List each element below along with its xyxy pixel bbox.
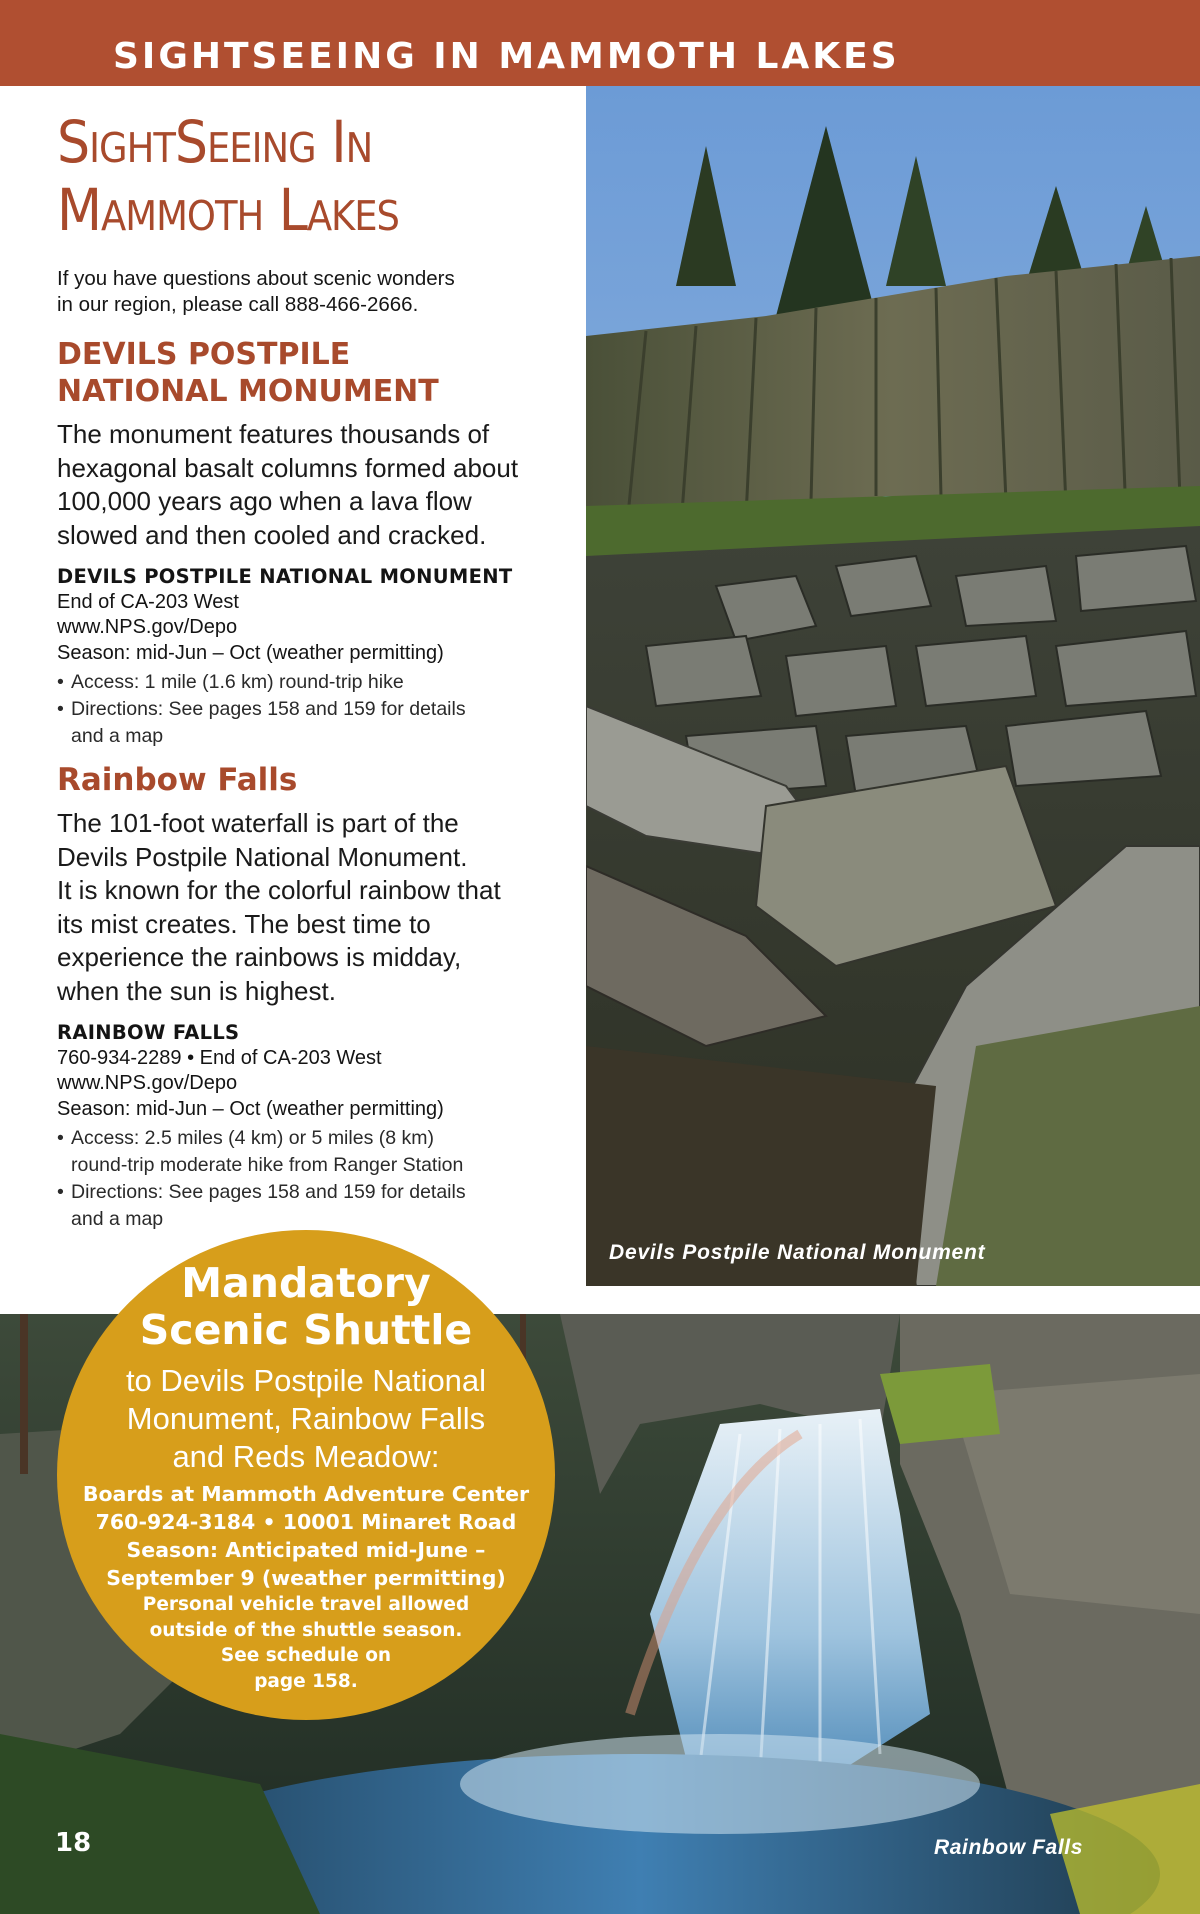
postpile-photo-caption: Devils Postpile National Monument bbox=[609, 1241, 986, 1264]
left-column bbox=[57, 108, 557, 1233]
body-line: It is known for the colorful rainbow that bbox=[57, 875, 501, 905]
info-name: RAINBOW FALLS bbox=[57, 1021, 240, 1044]
info-phone-location: 760-934-2289 • End of CA-203 West bbox=[57, 1046, 382, 1069]
falls-photo-caption: Rainbow Falls bbox=[934, 1836, 1083, 1859]
bullet-access bbox=[57, 669, 557, 696]
bullet-line: • Directions: See pages 158 and 159 for details bbox=[71, 1181, 466, 1203]
rainbow-falls-heading bbox=[57, 762, 557, 799]
shuttle-note bbox=[57, 1592, 555, 1694]
rainbow-falls-info bbox=[57, 1020, 557, 1122]
shuttle-details bbox=[57, 1480, 555, 1592]
body-line: when the sun is highest. bbox=[57, 975, 336, 1006]
rainbow-falls-bullets bbox=[57, 1125, 557, 1233]
devils-postpile-heading bbox=[57, 336, 557, 410]
shuttle-note-line: Personal vehicle travel allowed bbox=[142, 1594, 470, 1615]
shuttle-note-line: page 158. bbox=[254, 1670, 358, 1692]
info-website-link[interactable]: www.NPS.gov/Depo bbox=[57, 1072, 238, 1094]
info-season: Season: mid-Jun – Oct (weather permitting) bbox=[57, 641, 444, 664]
bullet-line: and a map bbox=[71, 725, 164, 747]
devils-postpile-info bbox=[57, 564, 557, 666]
shuttle-title-line: Mandatory bbox=[181, 1259, 431, 1307]
body-line: Devils Postpile National Monument. bbox=[57, 841, 468, 872]
bullet-line: round-trip moderate hike from Ranger Station bbox=[71, 1154, 464, 1176]
devils-postpile-bullets bbox=[57, 669, 557, 750]
heading-line: NATIONAL MONUMENT bbox=[57, 374, 439, 409]
shuttle-detail-line: Boards at Mammoth Adventure Center bbox=[82, 1482, 530, 1506]
shuttle-detail-line: September 9 (weather permitting) bbox=[106, 1566, 506, 1590]
intro-line: in our region, please call 888-466-2666. bbox=[57, 293, 419, 316]
body-line: The 101-foot waterfall is part of the bbox=[57, 808, 459, 838]
shuttle-sub-line: Monument, Rainbow Falls bbox=[126, 1401, 486, 1436]
shuttle-info-badge bbox=[57, 1230, 555, 1720]
shuttle-detail-line: Season: Anticipated mid-June – bbox=[126, 1538, 486, 1562]
bullet-directions bbox=[57, 1179, 557, 1233]
page-title bbox=[57, 108, 557, 244]
info-name: DEVILS POSTPILE NATIONAL MONUMENT bbox=[57, 565, 513, 588]
shuttle-note-line: outside of the shuttle season. bbox=[149, 1619, 463, 1641]
info-website-link[interactable]: www.NPS.gov/Depo bbox=[57, 616, 238, 638]
bullet-line: • Directions: See pages 158 and 159 for details bbox=[71, 698, 466, 720]
rainbow-falls-description bbox=[57, 807, 557, 1008]
header-bar bbox=[0, 0, 1200, 86]
info-season: Season: mid-Jun – Oct (weather permitting) bbox=[57, 1097, 444, 1120]
devils-postpile-description bbox=[57, 418, 557, 552]
shuttle-sub-line: to Devils Postpile National bbox=[125, 1363, 487, 1398]
shuttle-note-line: See schedule on bbox=[220, 1645, 392, 1666]
bullet-line: • Access: 1 mile (1.6 km) round-trip hike bbox=[71, 671, 404, 693]
body-line: hexagonal basalt columns formed about bbox=[57, 452, 519, 483]
page-title-line: Mammoth Lakes bbox=[57, 176, 399, 244]
body-line: its mist creates. The best time to bbox=[57, 908, 431, 939]
intro-line: If you have questions about scenic wonders bbox=[57, 267, 455, 290]
body-line: experience the rainbows is midday, bbox=[57, 942, 462, 972]
bullet-access bbox=[57, 1125, 557, 1179]
info-location: End of CA-203 West bbox=[57, 590, 239, 613]
devils-postpile-photo bbox=[586, 86, 1200, 1286]
shuttle-detail-line: 760-924-3184 • 10001 Minaret Road bbox=[95, 1510, 517, 1534]
body-line: slowed and then cooled and cracked. bbox=[57, 519, 487, 550]
body-line: 100,000 years ago when a lava flow bbox=[57, 486, 472, 516]
heading-line: DEVILS POSTPILE bbox=[57, 337, 351, 372]
shuttle-title bbox=[57, 1260, 555, 1354]
shuttle-subtitle bbox=[57, 1362, 555, 1476]
page-title-line: SightSeeing In bbox=[57, 108, 373, 176]
shuttle-sub-line: and Reds Meadow: bbox=[172, 1439, 440, 1474]
bullet-line: • Access: 2.5 miles (4 km) or 5 miles (8 km) bbox=[71, 1127, 434, 1149]
bullet-line: and a map bbox=[71, 1208, 164, 1230]
header-title: SIGHTSEEING IN MAMMOTH LAKES bbox=[113, 36, 900, 77]
page-number: 18 bbox=[55, 1828, 92, 1858]
heading-line: Rainbow Falls bbox=[57, 762, 298, 798]
bullet-directions bbox=[57, 696, 557, 750]
body-line: The monument features thousands of bbox=[57, 419, 490, 449]
shuttle-title-line: Scenic Shuttle bbox=[139, 1306, 473, 1354]
intro-text bbox=[57, 266, 557, 318]
